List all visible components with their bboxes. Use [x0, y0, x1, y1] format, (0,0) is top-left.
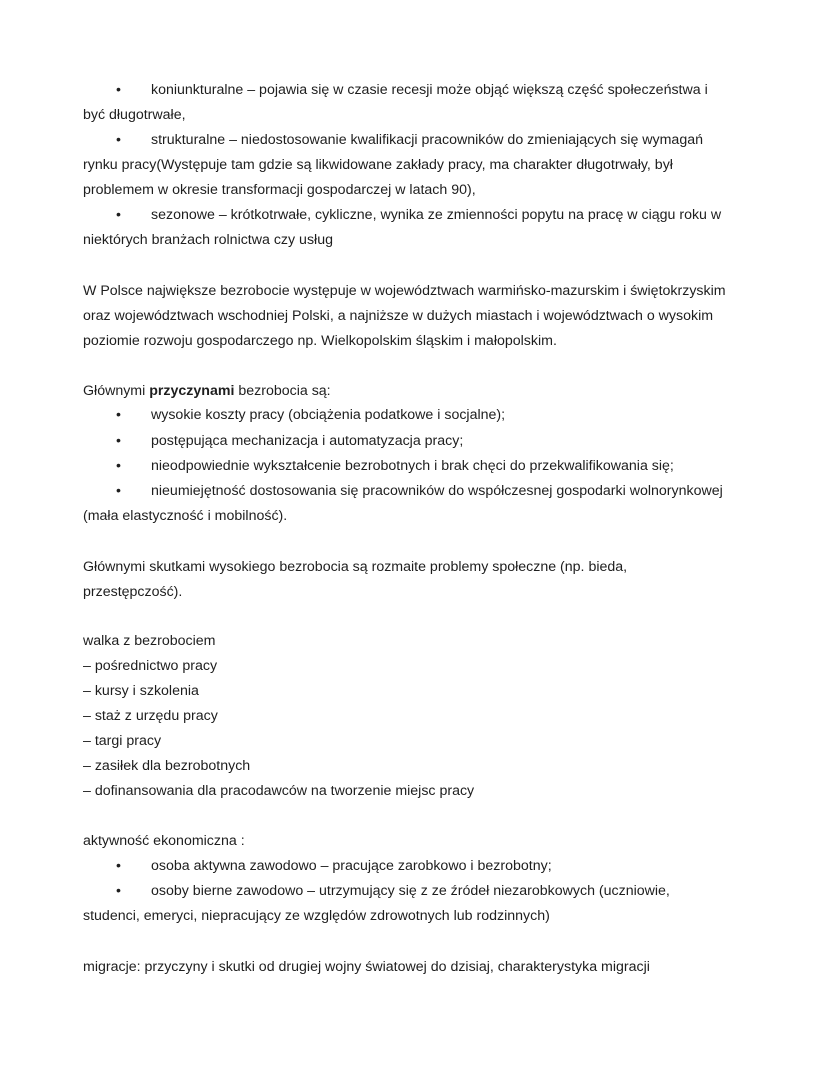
bullet-icon: •: [116, 82, 121, 98]
activity-item-continuation: studenci, emeryci, niepracujący ze względów zdrowotnych lub rodzinnych): [83, 908, 550, 924]
bullet-icon: •: [116, 858, 121, 874]
bullet-icon: •: [116, 433, 121, 449]
regions-paragraph-line: W Polsce największe bezrobocie występuje w województwach warmińsko-mazurskim i świętokrzyskim: [83, 283, 726, 299]
list-item-continuation: być długotrwałe,: [83, 107, 186, 123]
activity-item-text: osoby bierne zawodowo – utrzymujący się z ze źródeł niezarobkowych (uczniowie,: [151, 883, 670, 899]
list-item-continuation: niektórych branżach rolnictwa czy usług: [83, 232, 333, 248]
effects-paragraph-line: przestępczość).: [83, 584, 183, 600]
fight-item: – dofinansowania dla pracodawców na tworzenie miejsc pracy: [83, 783, 475, 799]
fight-heading: walka z bezrobociem: [83, 633, 216, 649]
causes-heading: [83, 382, 331, 400]
causes-heading-bold: przyczynami: [149, 383, 235, 399]
regions-paragraph-line: oraz województwach wschodniej Polski, a najniższe w dużych miastach i województwach o wysokim: [83, 308, 714, 324]
cause-item-text: postępująca mechanizacja i automatyzacja pracy;: [151, 433, 464, 449]
regions-paragraph-line: poziomie rozwoju gospodarczego np. Wielkopolskim śląskim i małopolskim.: [83, 333, 557, 349]
fight-item: – staż z urzędu pracy: [83, 708, 218, 724]
cause-item-text: nieodpowiednie wykształcenie bezrobotnych i brak chęci do przekwalifikowania się;: [151, 458, 674, 474]
bullet-icon: •: [116, 883, 121, 899]
bullet-icon: •: [116, 132, 121, 148]
list-item-text: koniunkturalne – pojawia się w czasie recesji może objąć większą część społeczeństwa i: [151, 82, 708, 98]
fight-item: – pośrednictwo pracy: [83, 658, 218, 674]
fight-item: – targi pracy: [83, 733, 162, 749]
cause-item-continuation: (mała elastyczność i mobilność).: [83, 508, 288, 524]
bullet-icon: •: [116, 483, 121, 499]
list-item-continuation: problemem w okresie transformacji gospodarczej w latach 90),: [83, 182, 476, 198]
causes-heading-after: bezrobocia są:: [234, 383, 331, 399]
bullet-icon: •: [116, 207, 121, 223]
activity-item-text: osoba aktywna zawodowo – pracujące zarobkowo i bezrobotny;: [151, 858, 552, 874]
causes-heading-before: Głównymi: [83, 383, 150, 399]
cause-item-text: nieumiejętność dostosowania się pracowników do współczesnej gospodarki wolnorynkowej: [151, 483, 723, 499]
cause-item-text: wysokie koszty pracy (obciążenia podatkowe i socjalne);: [151, 407, 506, 423]
bullet-icon: •: [116, 458, 121, 474]
effects-paragraph-line: Głównymi skutkami wysokiego bezrobocia są rozmaite problemy społeczne (np. bieda,: [83, 559, 628, 575]
fight-item: – kursy i szkolenia: [83, 683, 199, 699]
list-item-continuation: rynku pracy(Występuje tam gdzie są likwidowane zakłady pracy, ma charakter długotrwały, był: [83, 157, 673, 173]
fight-item: – zasiłek dla bezrobotnych: [83, 758, 251, 774]
list-item-text: strukturalne – niedostosowanie kwalifikacji pracowników do zmieniających się wymagań: [151, 132, 703, 148]
migration-line: migracje: przyczyny i skutki od drugiej wojny światowej do dzisiaj, charakterystyka migracji: [83, 959, 650, 975]
bullet-icon: •: [116, 407, 121, 423]
activity-heading: aktywność ekonomiczna :: [83, 833, 245, 849]
list-item-text: sezonowe – krótkotrwałe, cykliczne, wynika ze zmienności popytu na pracę w ciągu roku w: [151, 207, 722, 223]
